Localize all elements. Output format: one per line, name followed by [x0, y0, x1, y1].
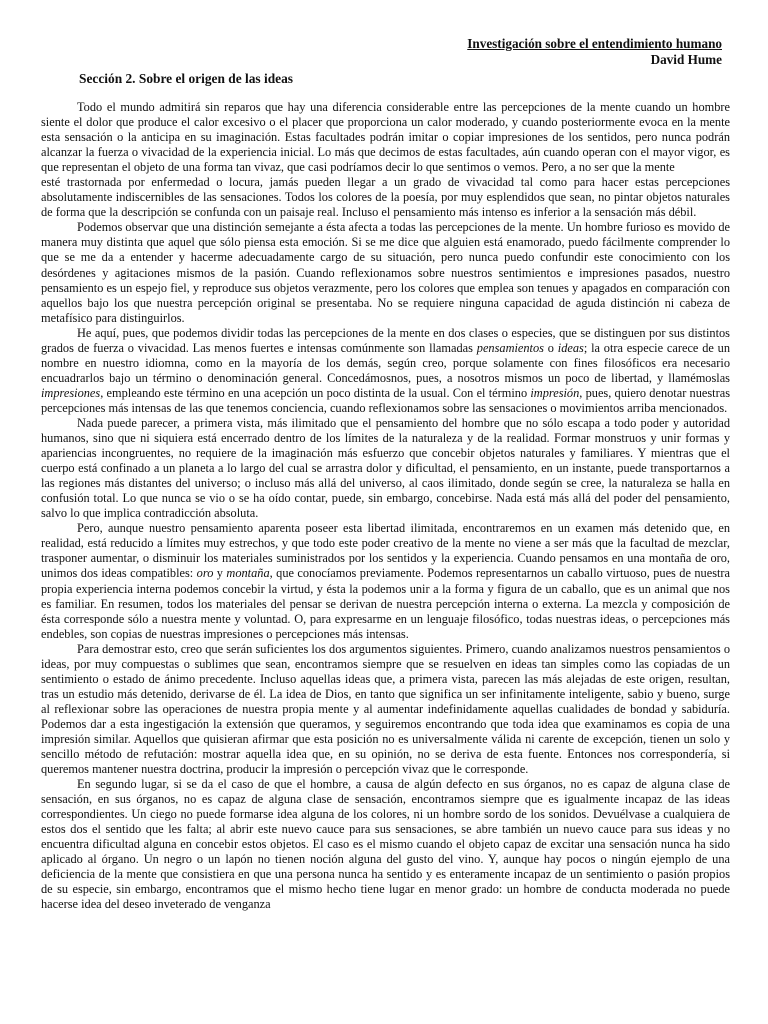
- section-heading: Sección 2. Sobre el origen de las ideas: [79, 71, 293, 86]
- paragraph-text: o: [543, 340, 558, 355]
- paragraph: [41, 521, 730, 641]
- body-text: [41, 100, 730, 913]
- paragraph-text: Para demostrar esto, creo que serán suficientes los dos argumentos siguientes. Primero, cuando analizamos nuestros pensamientos o ideas, por muy compuestas o sublimes que sean, encontramos siempre que se resuelven en ideas tan simples como las copiadas de un sentimiento o estado de ánimo precedente. Incluso aquellas ideas que, a primera vista, parecen las más alejadas de este origen, resultan, tras un estudio más detenido, derivarse de él. La idea de Dios, en tanto que significa un ser infinitamente inteligente, sabio y bueno, surge al reflexionar sobre las operaciones de nuestra propia mente y al aumentar indefinidamente aquellas cualidades de bondad y sabiduría. Podemos dar a esta ingestigación la extensión que queramos, y seguiremos encontrando que toda idea que examinamos es copia de una impresión similar. Aquellos que quisieran afirmar que esta posición no es universalmente válida ni carente de excepción, tienen un solo y sencillo método de refutación: mostrar aquella idea que, en su opinión, no se deriva de esta fuente. Entonces nos correspondería, si queremos mantener nuestra doctrina, producir la impresión o percepción vivaz que le corresponde.: [41, 641, 730, 777]
- document-header: [41, 36, 730, 68]
- paragraph-text: esté trastornada por enfermedad o locura, jamás pueden llegar a un grado de vivacidad tal como para hacer estas percepciones absolutamente indiscernibles de las sensaciones. Todos los colores de la poesía, por muy esplendidos que sean, no pintar objetos naturales de forma que la descripción se confunda con un paisaje real. Incluso el pensamiento más intenso es inferior a la sensación más débil.: [41, 175, 730, 220]
- paragraph-text: ; la otra especie carece de un nombre en nuestro idiomna, como en la mayoría de los demás, según creo, porque solamente con fines filosóficos era necesario encuadrarlos bajo un término o denominación general. Concedámosnos, pues, a nosotros mismos un poco de libertad, y llamémoslas: [41, 340, 731, 385]
- emphasized-term: montaña: [226, 566, 270, 581]
- paragraph-text: Nada puede parecer, a primera vista, más ilimitado que el pensamiento del hombre que no sólo escapa a todo poder y autoridad humanos, sino que ni siquiera está encerrado dentro de los límites de la naturaleza y de la realidad. Formar monstruos y unir formas y apariencias incongruentes, no requiere de la imaginación más esfuerzo que concebir objetos naturales y familiares. Y mientras que el cuerpo está confinado a un planeta a lo largo del cual se arrastra dolor y dificultad, el pensamiento, en un instante, puede transportarnos a las regiones más distantes del universo; o incluso más allá del universo, al caos ilimitado, donde según se cree, la naturaleza se halla en confusión total. Lo que nunca se vio o se ha oído contar, puede, sin embargo, concebirse. Nada está más allá del poder del pensamiento, salvo lo que implica contradicción absoluta.: [41, 415, 730, 521]
- paragraph-text: Todo el mundo admitirá sin reparos que hay una diferencia considerable entre las percepciones de la mente cuando un hombre siente el dolor que produce el calor excesivo o el placer que proporciona un calor moderado, y cuando posteriormente evoca en la mente esta sensación o la anticipa en su imaginación. Estas facultades podrán imitar o copiar impresiones de los sentidos, pero nunca podrán alcanzar la fuerza o vivacidad de la experiencia inicial. Lo más que decimos de estas facultades, aún cuando operan con el mayor vigor, es que representan el objeto de una forma tan vivaz, que casi podríamos decir lo que sentimos o vemos. Pero, a no ser que la mente: [41, 100, 730, 175]
- paragraph: [41, 777, 730, 912]
- paragraph: [41, 175, 730, 220]
- book-title: Investigación sobre el entendimiento humano: [467, 36, 722, 51]
- author-name: David Hume: [650, 52, 722, 67]
- paragraph-text: Pero, aunque nuestro pensamiento aparenta poseer esta libertad ilimitada, encontraremos en un examen más detenido que, en realidad, está reducido a límites muy estrechos, y que todo este poder creativo de la mente no viene a ser más que la facultad de mezclar, trasponer aumentar, o disminuir los materiales suministrados por los sentidos y la experiencia. Cuando pensamos en una montaña de oro, unimos dos ideas compatibles:: [41, 521, 730, 581]
- emphasized-term: oro: [196, 566, 214, 581]
- emphasized-term: ideas: [557, 340, 584, 355]
- paragraph-text: y: [213, 566, 227, 581]
- paragraph-text: He aquí, pues, que podemos dividir todas las percepciones de la mente en dos clases o especies, que se distinguen por sus distintos grados de fuerza o vivacidad. Las menos fuertes e intensas comúnmente son llamadas: [41, 325, 730, 355]
- paragraph-text: Podemos observar que una distinción semejante a ésta afecta a todas las percepciones de la mente. Un hombre furioso es movido de manera muy distinta que aquel que sólo piensa esta emoción. Si se me dice que alguien está enamorado, puedo fácilmente comprender lo que se me da a entender y hacerme adecuadamente cargo de su situación, pero nunca puedo confundir este conocimiento con los desórdenes y agitaciones mismos de la pasión. Cuando reflexionamos sobre nuestros sentimientos e impresiones pasados, nuestro pensamiento es un espejo fiel, y reproduce sus objetos verazmente, pero los colores que emplea son tenues y apagados en comparación con aquellos bajo los que nuestra percepción original se presentaba. No se requiere ninguna capacidad de aguda distinción ni cabeza de metafísico para distinguirlos.: [41, 220, 730, 325]
- paragraph: [41, 220, 730, 325]
- paragraph-text: , pues, quiero denotar nuestras percepciones más intensas de las que tenemos conciencia, cuando reflexionamos sobre las sensaciones o movimientos arriba mencionados.: [41, 385, 731, 415]
- paragraph-text: , empleando este término en una acepción un poco distinta de la usual. Con el término: [100, 385, 531, 400]
- emphasized-term: impresión: [530, 385, 580, 400]
- paragraph-text: En segundo lugar, si se da el caso de que el hombre, a causa de algún defecto en sus órganos, no es capaz de alguna clase de sensación, en sus órganos, no es capaz de alguna clase de sensación, encontramos siempre que es igualmente incapaz de las ideas correspondientes. Un ciego no puede formarse idea alguna de los colores, ni un hombre sordo de los sonidos. Devuélvase a cualquiera de estos dos el sentido que les falta; al abrir este nuevo cauce para sus sensaciones, se abre también un nuevo cauce para sus ideas y no encuentra dificultad alguna en concebir estos objetos. El caso es el mismo cuando el objeto capaz de excitar una sensación nunca ha sido aplicado al órgano. Un negro o un lapón no tienen noción alguna del gusto del vino. Y, aunque hay pocos o ningún ejemplo de una deficiencia de la mente que consistiera en que una persona nunca ha sentido y es enteramente incapaz de un sentimiento o pasión propios de su especie, sin embargo, encontramos que el mismo hecho tiene lugar en menor grado: un hombre de conducta moderada no puede hacerse idea del deseo inveterado de venganza: [41, 777, 730, 912]
- paragraph: [41, 326, 730, 416]
- paragraph-text: , que conocíamos previamente. Podemos representarnos un caballo virtuoso, pues de nuestra propia experiencia interna podemos concebir la virtud, y ésta la podemos unir a la forma y figura de un caballo, que es un animal que nos es familiar. En resumen, todos los materiales del pensar se derivan de nuestra percepción interna o externa. La mezcla y composición de ésta corresponde sólo a nuestra mente y voluntad. O, para expresarme en un lenguaje filosófico, todas nuestras ideas, o percepciones más endebles, son copias de nuestras impresiones o percepciones más intensas.: [41, 566, 731, 641]
- paragraph: [41, 416, 730, 521]
- paragraph: [41, 642, 730, 777]
- emphasized-term: impresiones: [41, 385, 101, 400]
- emphasized-term: pensamientos: [476, 340, 544, 355]
- paragraph: [41, 100, 730, 175]
